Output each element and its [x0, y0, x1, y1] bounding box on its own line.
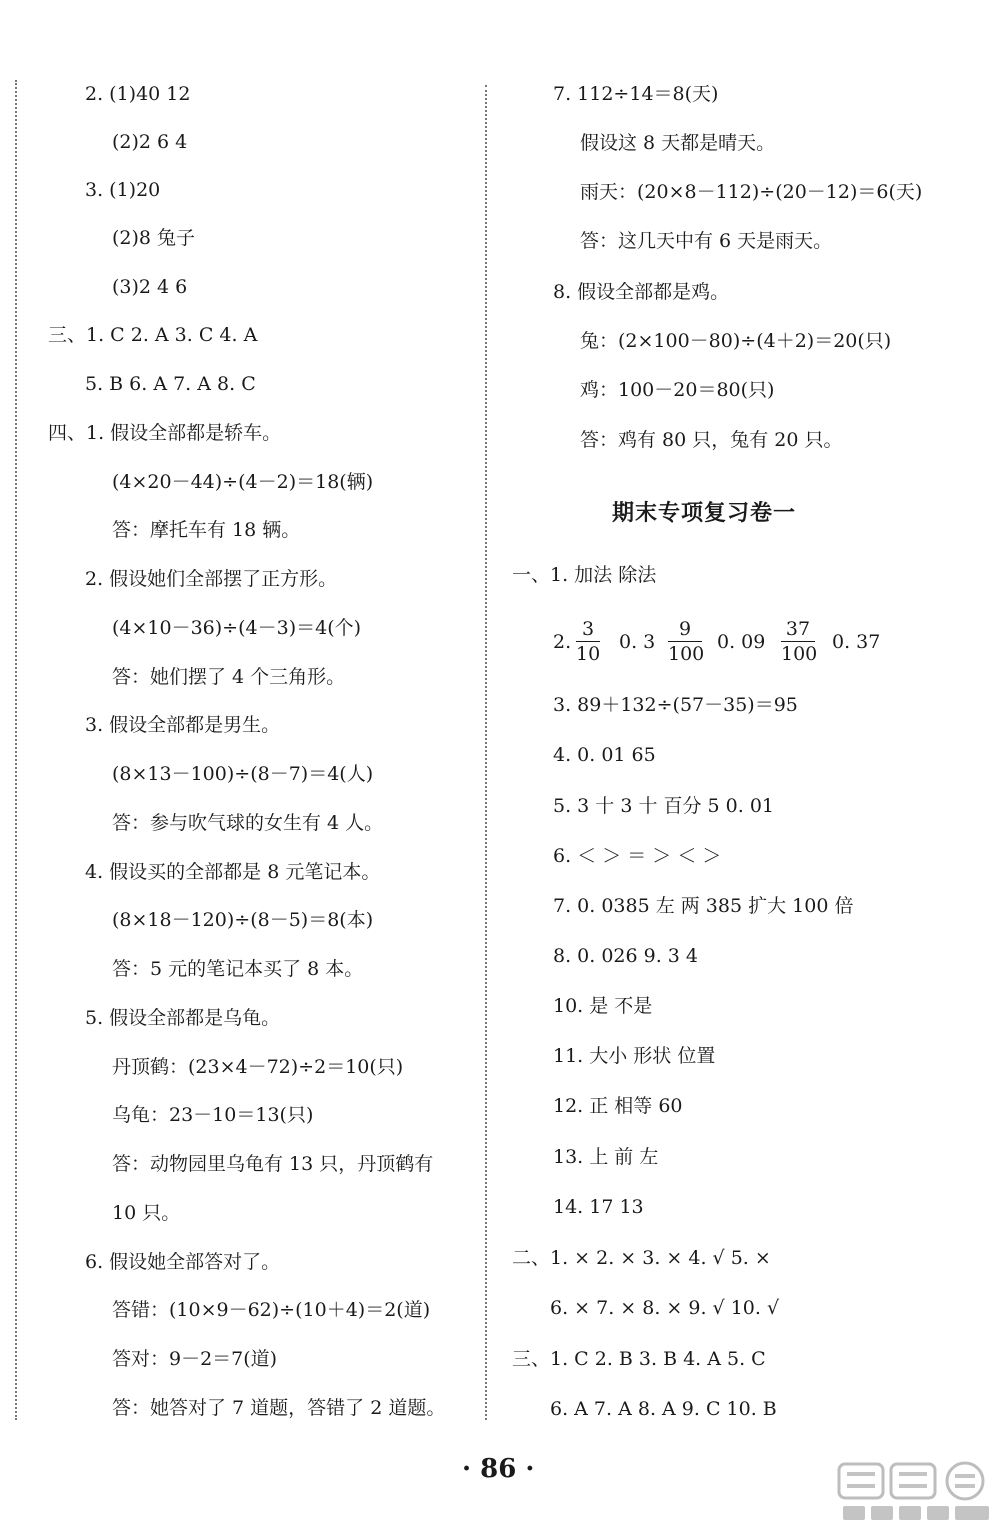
- answer-line: (3)2 4 6: [112, 276, 188, 298]
- answer-line: 答对：9－2＝7(道): [112, 1348, 278, 1370]
- answer-line: 三、1. C 2. A 3. C 4. A: [48, 324, 258, 346]
- answer-line: 4. 0. 01 65: [553, 744, 656, 766]
- answer-line: (2)2 6 4: [112, 131, 188, 153]
- answer-line: (2)8 兔子: [112, 227, 196, 249]
- answer-line: 6. A 7. A 8. A 9. C 10. B: [550, 1398, 777, 1420]
- answer-line: 雨天：(20×8－112)÷(20－12)＝6(天): [580, 181, 923, 203]
- answer-line: 6. × 7. × 8. × 9. √ 10. √: [550, 1297, 780, 1319]
- answer-line: 答：鸡有 80 只，兔有 20 只。: [580, 429, 843, 451]
- answer-line: 4. 假设买的全部都是 8 元笔记本。: [85, 861, 381, 883]
- answer-number: 2.: [553, 631, 572, 653]
- fraction: [781, 618, 818, 665]
- answer-line: 答错：(10×9－62)÷(10＋4)＝2(道): [112, 1299, 431, 1321]
- answer-line: 7. 112÷14＝8(天): [553, 83, 719, 105]
- answer-line: 12. 正 相等 60: [553, 1095, 683, 1117]
- answer-line: 3. (1)20: [85, 179, 161, 201]
- fraction-bar: [668, 641, 702, 642]
- answer-line: (8×18－120)÷(8－5)＝8(本): [112, 909, 374, 931]
- answer-line: 答：她答对了 7 道题，答错了 2 道题。: [112, 1397, 446, 1419]
- answer-line: 答：5 元的笔记本买了 8 本。: [112, 958, 364, 980]
- numerator: 37: [785, 618, 811, 640]
- answer-line: 6. 假设她全部答对了。: [85, 1251, 281, 1273]
- answer-line: 2. 假设她们全部摆了正方形。: [85, 568, 338, 590]
- answer-line: 11. 大小 形状 位置: [553, 1045, 716, 1067]
- answer-line: (4×10－36)÷(4－3)＝4(个): [112, 617, 362, 639]
- left-margin-dotted-line: [15, 80, 17, 1420]
- decimal-value: 0. 37: [832, 631, 881, 653]
- answer-line: 8. 假设全部都是鸡。: [553, 281, 730, 303]
- answer-line: 兔：(2×100－80)÷(4＋2)＝20(只): [580, 330, 892, 352]
- answer-line: 2. (1)40 12: [85, 83, 191, 105]
- answer-line: 3. 89＋132÷(57－35)＝95: [553, 694, 798, 716]
- answer-line: 一、1. 加法 除法: [512, 564, 657, 586]
- decimal-value: 0. 3: [619, 631, 656, 653]
- watermark-logo: [835, 1460, 995, 1525]
- answer-line: 5. 3 十 3 十 百分 5 0. 01: [553, 795, 775, 817]
- answer-line: 鸡：100－20＝80(只): [580, 379, 775, 401]
- answer-line: 答：参与吹气球的女生有 4 人。: [112, 812, 384, 834]
- column-divider-dotted-line: [485, 85, 487, 1420]
- answer-line: 7. 0. 0385 左 两 385 扩大 100 倍: [553, 895, 854, 917]
- answer-line: 答：动物园里乌龟有 13 只，丹顶鹤有: [112, 1153, 434, 1175]
- fraction-bar: [781, 641, 815, 642]
- answer-line: 3. 假设全部都是男生。: [85, 714, 281, 736]
- answer-line: 5. B 6. A 7. A 8. C: [85, 373, 256, 395]
- answer-line: 三、1. C 2. B 3. B 4. A 5. C: [512, 1348, 766, 1370]
- numerator: 9: [678, 618, 692, 640]
- answer-line: 答：摩托车有 18 辆。: [112, 519, 301, 541]
- fraction: [668, 618, 705, 665]
- denominator: 100: [781, 643, 818, 665]
- answer-line: 答：她们摆了 4 个三角形。: [112, 666, 346, 688]
- answer-line: 答：这几天中有 6 天是雨天。: [580, 230, 833, 252]
- section-title: 期末专项复习卷一: [612, 501, 797, 526]
- answer-line: 丹顶鹤：(23×4－72)÷2＝10(只): [112, 1056, 404, 1078]
- fraction-bar: [576, 641, 600, 642]
- answer-line: 假设这 8 天都是晴天。: [580, 132, 776, 154]
- answer-line: 10. 是 不是: [553, 995, 653, 1017]
- answer-line: 6. ＜ ＞ ＝ ＞ ＜ ＞: [553, 845, 722, 867]
- answer-line: 14. 17 13: [553, 1196, 644, 1218]
- answer-line: 10 只。: [112, 1202, 181, 1224]
- decimal-value: 0. 09: [717, 631, 766, 653]
- answer-line: 二、1. × 2. × 3. × 4. √ 5. ×: [512, 1247, 771, 1269]
- answer-line: (8×13－100)÷(8－7)＝4(人): [112, 763, 374, 785]
- answer-line: (4×20－44)÷(4－2)＝18(辆): [112, 471, 374, 493]
- answer-line: 13. 上 前 左: [553, 1146, 659, 1168]
- page-number: · 86 ·: [462, 1454, 535, 1484]
- answer-line: 乌龟：23－10＝13(只): [112, 1104, 314, 1126]
- denominator: 100: [668, 643, 705, 665]
- fraction: [576, 618, 600, 665]
- numerator: 3: [581, 618, 595, 640]
- answer-line: 5. 假设全部都是乌龟。: [85, 1007, 281, 1029]
- answer-line: 8. 0. 026 9. 3 4: [553, 945, 699, 967]
- answer-line: 四、1. 假设全部都是轿车。: [48, 422, 282, 444]
- denominator: 10: [576, 643, 601, 665]
